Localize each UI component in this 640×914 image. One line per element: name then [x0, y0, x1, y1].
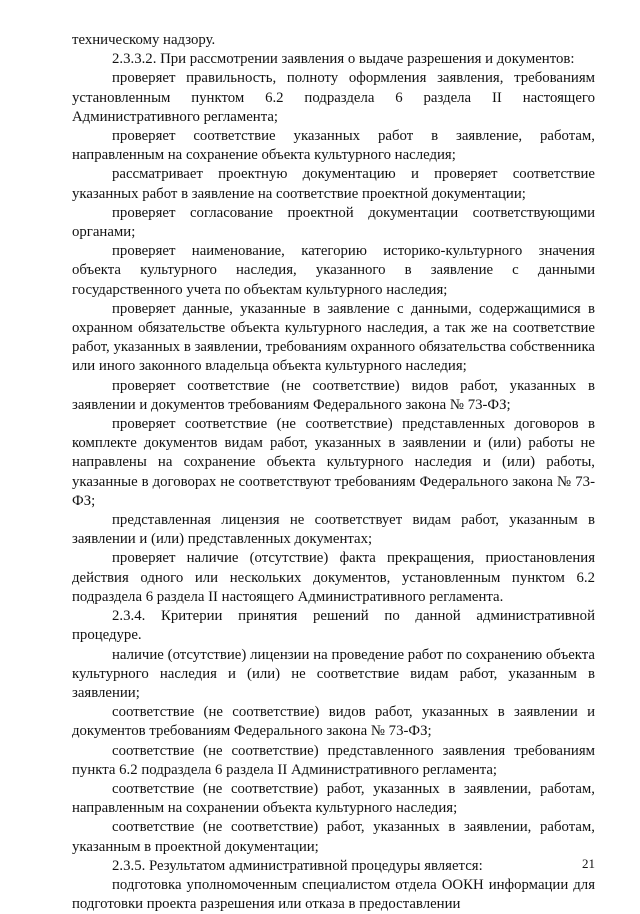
- paragraph: соответствие (не соответствие) представленного заявления требованиям пункта 6.2 подраздела 6 раздела II Административного регламента;: [72, 742, 595, 778]
- paragraph: проверяет данные, указанные в заявление с данными, содержащимися в охранном обязательстве объекта культурного наследия, а так же на соответствие работ, указанных в заявлении, требованиям охранного обязательства собственника или иного законного владельца объекта культурного наследия;: [72, 300, 595, 375]
- paragraph: проверяет правильность, полноту оформления заявления, требованиям установленным пунктом 6.2 подраздела 6 раздела II настоящего Административного регламента;: [72, 70, 595, 125]
- page-number: 21: [582, 856, 595, 871]
- paragraph: подготовка уполномоченным специалистом отдела ООКН информации для подготовки проекта разрешения или отказа в предоставлении: [72, 876, 595, 913]
- document-body: [72, 31, 595, 914]
- paragraph: проверяет согласование проектной документации соответствующими органами;: [72, 204, 595, 241]
- paragraph: проверяет соответствие указанных работ в заявление, работам, направленным на сохранение объекта культурного наследия;: [72, 128, 595, 164]
- paragraph: техническому надзору.: [72, 32, 216, 48]
- paragraph: соответствие (не соответствие) работ, указанных в заявлении, работам, указанным в проектной документации;: [72, 819, 595, 855]
- paragraph: проверяет наличие (отсутствие) факта прекращения, приостановления действия одного или нескольких документов, установленным пунктом 6.2 подраздела 6 раздела II настоящего Административного регламента.: [72, 550, 595, 605]
- paragraph: 2.3.4. Критерии принятия решений по данной административной процедуре.: [72, 608, 595, 644]
- paragraph: наличие (отсутствие) лицензии на проведение работ по сохранению объекта культурного наследия и (или) не соответствие видам работ, указанным в заявлении;: [72, 646, 595, 701]
- paragraph: проверяет соответствие (не соответствие) видов работ, указанных в заявлении и документов требованиям Федерального закона № 73-ФЗ;: [72, 377, 595, 413]
- paragraph: 2.3.3.2. При рассмотрении заявления о выдаче разрешения и документов:: [112, 51, 575, 68]
- paragraph: проверяет наименование, категорию историко-культурного значения объекта культурного наследия, указанного в заявление с данными государственного учета по объектам культурного наследия;: [72, 243, 595, 298]
- paragraph: 2.3.5. Результатом административной процедуры является:: [112, 857, 483, 874]
- paragraph: соответствие (не соответствие) работ, указанных в заявлении, работам, направленным на сохранении объекта культурного наследия;: [72, 780, 595, 817]
- paragraph: рассматривает проектную документацию и проверяет соответствие указанных работ в заявление на соответствие проектной документации;: [72, 166, 595, 202]
- paragraph: представленная лицензия не соответствует видам работ, указанным в заявлении и (или) представленных документах;: [72, 512, 595, 548]
- paragraph: соответствие (не соответствие) видов работ, указанных в заявлении и документов требованиям Федерального закона № 73-ФЗ;: [72, 704, 595, 740]
- paragraph: проверяет соответствие (не соответствие) представленных договоров в комплекте документов видам работ, указанных в заявлении и (или) работы не направлены на сохранение объекта культурного наследия и (или) работы, указанные в договорах не соответствуют требованиям Федерального закона № 73-ФЗ;: [72, 416, 595, 509]
